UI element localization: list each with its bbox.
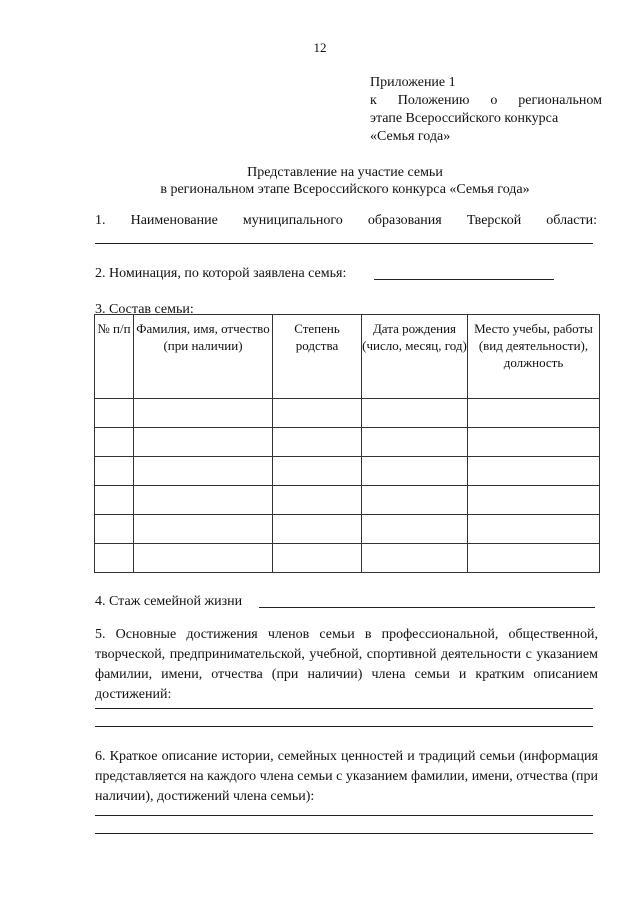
section-2-fill-line[interactable] (374, 279, 554, 280)
table-cell[interactable] (468, 428, 600, 457)
table-cell[interactable] (134, 428, 273, 457)
column-header-number: № п/п (95, 315, 134, 399)
section-1-fill-line[interactable] (95, 243, 593, 244)
appendix-line-1: Приложение 1 (370, 75, 456, 90)
table-cell[interactable] (134, 515, 273, 544)
table-cell[interactable] (362, 399, 468, 428)
table-cell[interactable] (95, 486, 134, 515)
column-header-workplace: Место учебы, работы (вид деятельности), должность (468, 315, 600, 399)
table-cell[interactable] (273, 486, 362, 515)
column-header-full-name: Фамилия, имя, отчество (при наличии) (134, 315, 273, 399)
table-cell[interactable] (95, 457, 134, 486)
section-5-text: 5. Основные достижения членов семьи в профессиональной, общественной, творческой, предпринимательской, учебной, спортивной деятельности с указанием фамилии, имени, отчества (при наличии) члена семьи и кратким описанием достижений: (95, 627, 598, 702)
table-cell[interactable] (134, 544, 273, 573)
table-cell[interactable] (134, 486, 273, 515)
page-number: 12 (313, 40, 327, 55)
section-4-label: 4. Стаж семейной жизни (95, 594, 243, 609)
table-cell[interactable] (95, 399, 134, 428)
table-row (95, 515, 600, 544)
form-title-line-2: в региональном этапе Всероссийского конкурса «Семья года» (160, 182, 530, 197)
table-cell[interactable] (273, 428, 362, 457)
table-row (95, 486, 600, 515)
table-row (95, 544, 600, 573)
family-composition-table (94, 314, 600, 573)
section-2-label: 2. Номинация, по которой заявлена семья: (95, 266, 347, 281)
table-cell[interactable] (273, 544, 362, 573)
table-cell[interactable] (362, 457, 468, 486)
column-header-relationship: Степень родства (273, 315, 362, 399)
section-5-fill-line-1[interactable] (95, 708, 593, 709)
section-5-fill-line-2[interactable] (95, 726, 593, 727)
table-cell[interactable] (95, 544, 134, 573)
table-cell[interactable] (273, 515, 362, 544)
table-cell[interactable] (134, 457, 273, 486)
appendix-line-3: этапе Всероссийского конкурса (370, 111, 559, 126)
section-1-label: 1. Наименование муниципального образования Тверской области: (95, 213, 597, 228)
form-title (60, 164, 630, 198)
section-6-text: 6. Краткое описание истории, семейных ценностей и традиций семьи (информация представляется на каждого члена семьи с указанием фамилии, имени, отчества (при наличии), достижений члена семьи): (95, 749, 598, 804)
table-cell[interactable] (273, 399, 362, 428)
form-title-line-1: Представление на участие семьи (247, 165, 443, 180)
table-cell[interactable] (273, 457, 362, 486)
table-cell[interactable] (362, 486, 468, 515)
column-header-birth-date: Дата рождения (число, месяц, год) (362, 315, 468, 399)
appendix-header (370, 74, 602, 146)
section-4-fill-line[interactable] (259, 607, 595, 608)
table-row (95, 457, 600, 486)
table-row (95, 428, 600, 457)
table-cell[interactable] (362, 428, 468, 457)
table-cell[interactable] (362, 544, 468, 573)
table-cell[interactable] (468, 515, 600, 544)
table-row (95, 399, 600, 428)
table-cell[interactable] (468, 544, 600, 573)
section-3-label: 3. Состав семьи: (95, 302, 194, 317)
table-header-row (95, 315, 600, 399)
table-cell[interactable] (362, 515, 468, 544)
section-6-fill-line-2[interactable] (95, 833, 593, 834)
table-cell[interactable] (95, 428, 134, 457)
table-cell[interactable] (95, 515, 134, 544)
table-cell[interactable] (468, 457, 600, 486)
table-cell[interactable] (134, 399, 273, 428)
table-cell[interactable] (468, 399, 600, 428)
section-6-fill-line-1[interactable] (95, 815, 593, 816)
table-cell[interactable] (468, 486, 600, 515)
appendix-line-2: к Положению о региональном (370, 93, 602, 108)
appendix-line-4: «Семья года» (370, 129, 451, 144)
